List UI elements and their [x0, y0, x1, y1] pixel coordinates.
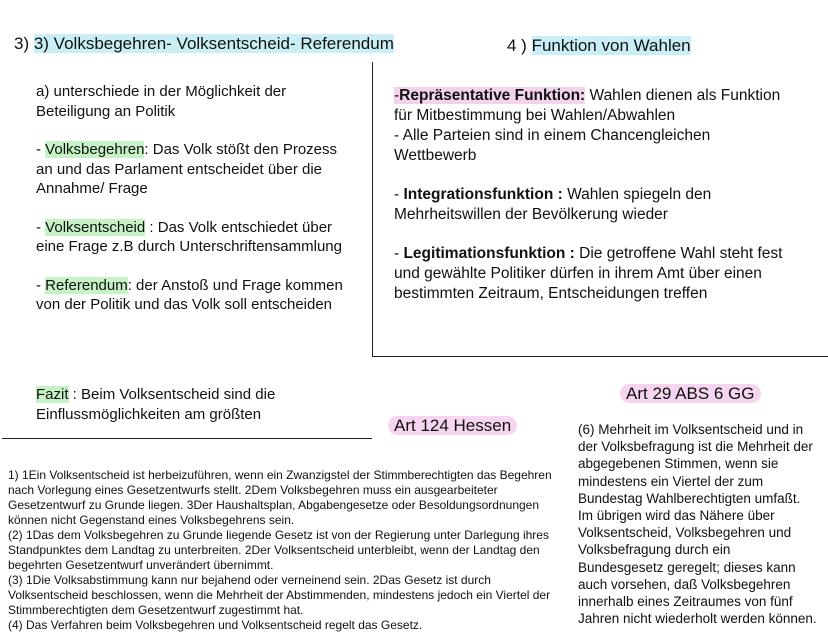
hessen-para-1: 1) 1Ein Volksentscheid ist herbeizuführen, wenn ein Zwanzigstel der Stimmberechtigten das Begehren nach Vorlegung eines Gesetzentwurfs stellt. 2Dem Volksbegehren muss ein ausgearbeiteter Gesetzentwurf zu Grunde liegen. 3Der Haushaltsplan, Abgabengesetze oder Besoldungsordnungen können nicht Gegenstand eines Volksbegehrens sein. [8, 468, 552, 527]
right-section-title: 4 ) Funktion von Wahlen [507, 36, 691, 55]
horizontal-divider-left [2, 438, 372, 439]
left-section-title: 3) 3) Volksbegehren- Volksentscheid- Referendum [14, 34, 394, 53]
left-intro: a) unterschiede in der Möglichkeit der Beteiligung an Politik [36, 83, 287, 120]
gg-text: (6) Mehrheit im Volksentscheid und in der Volksbefragung ist die Mehrheit der abgegebenen Stimmen, wenn sie mindestens ein Viertel der zum Bundestag Wahlberechtigten umfaßt. Im übrigen wird das Nähere über Volksentscheid, Volksbegehren und Volksbefragung durch ein Bundesgesetz geregelt; dieses kann auch vorsehen, daß Volksbegehren innerhalb eines Zeitraumes von fünf Jahren nicht wiederholt werden können. [578, 422, 817, 627]
repraesentative-funktion: -Repräsentative Funktion: Wahlen dienen als Funktion für Mitbestimmung bei Wahlen/Abwahlen - Alle Parteien sind in einem Chancengleichen Wettbewerb [394, 87, 781, 164]
list-item-volksbegehren: - Volksbegehren: Das Volk stößt den Prozess an und das Parlament entscheidet über die Annahme/ Frage [36, 141, 338, 197]
horizontal-divider-right [372, 356, 828, 357]
hessen-para-2: (2) 1Das dem Volksbegehren zu Grunde liegende Gesetz ist von der Regierung unter Darlegung ihres Standpunktes dem Landtag zu unterbreiten. 2Der Volksentscheid unterbleibt, wenn der Landtag den begehrten Gesetzentwurf unverändert übernimmt. [8, 528, 549, 572]
integrationsfunktion: - Integrationsfunktion : Wahlen spiegeln den Mehrheitswillen der Bevölkerung wieder [394, 186, 712, 223]
hessen-para-3: (3) 1Die Volksabstimmung kann nur bejahend oder verneinend sein. 2Das Gesetz ist durch Volksentscheid beschlossen, wenn die Mehrheit der Abstimmenden, mindestens jedoch ein Viertel der Stimmberechtigten dem Gesetzentwurf zugestimmt hat. [8, 573, 551, 617]
legitimationsfunktion: - Legitimationsfunktion : Die getroffene Wahl steht fest und gewählte Politiker dürfen in ihrem Amt über einen bestimmten Zeitraum, Entscheidungen treffen [394, 245, 783, 302]
list-item-referendum: - Referendum: der Anstoß und Frage kommen von der Politik und das Volk soll entscheiden [36, 276, 343, 313]
fazit: Fazit : Beim Volksentscheid sind die Einflussmöglichkeiten am größten [36, 386, 276, 423]
hessen-title: Art 124 Hessen [388, 416, 517, 436]
hessen-para-4: (4) Das Verfahren beim Volksbegehren und Volksentscheid regelt das Gesetz. [8, 618, 423, 632]
hessen-text [8, 468, 568, 633]
list-item-volksentscheid: - Volksentscheid : Das Volk entschiedet über eine Frage z.B durch Unterschriftensammlung [36, 218, 342, 255]
right-section-body [394, 86, 794, 323]
vertical-divider [372, 62, 373, 357]
gg-title: Art 29 ABS 6 GG [620, 384, 761, 404]
left-section-body [36, 82, 346, 334]
